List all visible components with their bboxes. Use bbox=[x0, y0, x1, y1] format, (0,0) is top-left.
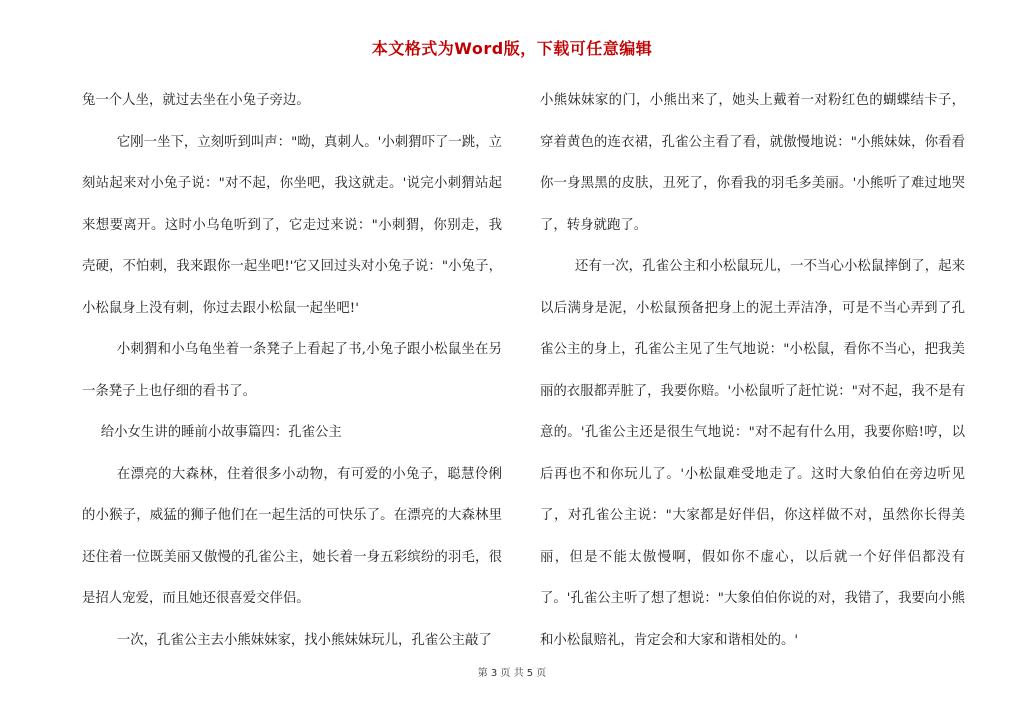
paragraph: 一次，孔雀公主去小熊妹妹家，找小熊妹妹玩儿，孔雀公主敲了 bbox=[116, 632, 492, 648]
paragraph: 它刚一坐下，立刻听到叫声："呦，真刺人。'小刺猬吓了一跳，立刻站起来对小兔子说："对不起，你坐吧，我这就走。'说完小刺猬站起来想要离开。这时小乌龟听到了，它走过来说："小刺猬，你别走，我壳硬，不怕刺，我来跟你一起坐吧!'它又回过头对小兔子说："小兔子，小松鼠身上没有刺，你过去跟小松鼠一起坐吧!' bbox=[82, 134, 502, 316]
paragraph: 小刺猬和小乌龟坐着一条凳子上看起了书,小兔子跟小松鼠坐在另一条凳子上也仔细的看书了。 bbox=[82, 342, 502, 399]
left-text-column bbox=[82, 80, 502, 661]
right-text-column bbox=[540, 80, 965, 661]
document-banner: 本文格式为Word版，下载可任意编辑 bbox=[371, 39, 653, 58]
paragraph: 在漂亮的大森林，住着很多小动物，有可爱的小兔子，聪慧伶俐的小猴子，威猛的狮子他们在一起生活的可快乐了。在漂亮的大森林里还住着一位既美丽又傲慢的孔雀公主，她长着一身五彩缤纷的羽毛，很是招人宠爱，而且她还很喜爱交伴侣。 bbox=[82, 466, 502, 606]
paragraph: 兔一个人坐，就过去坐在小兔子旁边。 bbox=[82, 93, 310, 108]
paragraph: 给小女生讲的睡前小故事篇四：孔雀公主 bbox=[100, 425, 342, 440]
page-footer: 第 3 页 共 5 页 bbox=[477, 668, 547, 679]
paragraph: 还有一次，孔雀公主和小松鼠玩儿，一不当心小松鼠摔倒了，起来以后满身是泥，小松鼠预备把身上的泥土弄洁净，可是不当心弄到了孔雀公主的身上，孔雀公主见了生气地说："小松鼠，看你不当心，把我美丽的衣服都弄脏了，我要你赔。'小松鼠听了赶忙说："对不起，我不是有意的。'孔雀公主还是很生气地说："对不起有什么用，我要你赔!哼，以后再也不和你玩儿了。'小松鼠难受地走了。这时大象伯伯在旁边听见了，对孔雀公主说："大家都是好伴侣，你这样做不对，虽然你长得美丽，但是不能太傲慢啊，假如你不虚心，以后就一个好伴侣都没有了。'孔雀公主听了想了想说："大象伯伯你说的对，我错了，我要向小熊和小松鼠赔礼，肯定会和大家和谐相处的。' bbox=[540, 259, 965, 648]
paragraph: 小熊妹妹家的门，小熊出来了，她头上戴着一对粉红色的蝴蝶结卡子，穿着黄色的连衣裙，孔雀公主看了看，就傲慢地说："小熊妹妹，你看看你一身黑黑的皮肤，丑死了，你看我的羽毛多美丽。'小熊听了难过地哭了，转身就跑了。 bbox=[540, 93, 965, 233]
